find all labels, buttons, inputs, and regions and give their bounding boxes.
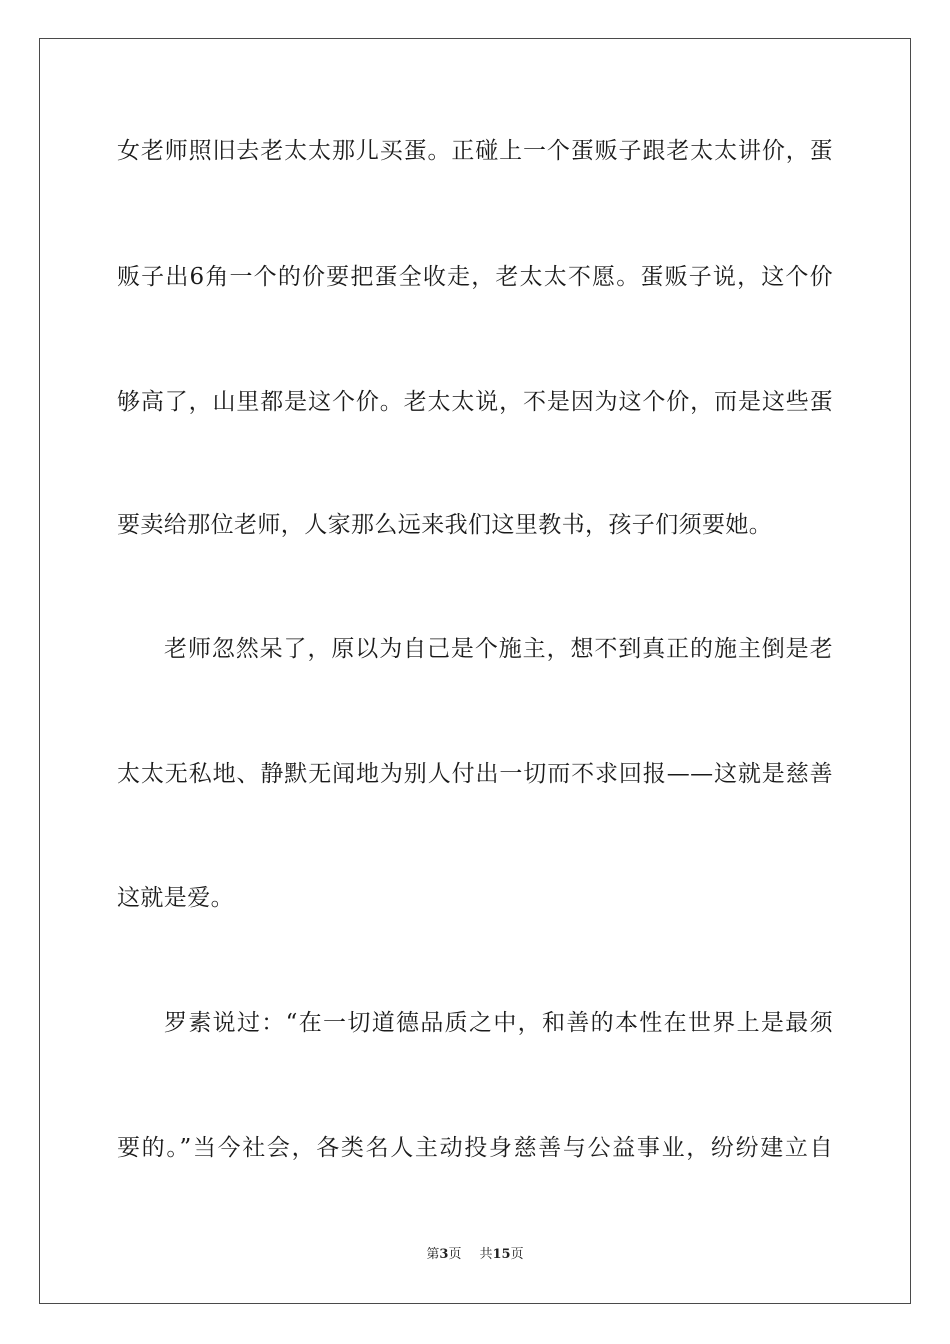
footer-page-prefix: 第 xyxy=(426,1247,440,1262)
footer-total-number: 15 xyxy=(492,1247,511,1262)
text-line: 够高了，山里都是这个价。老太太说，不是因为这个价，而是这些蛋 xyxy=(117,389,833,415)
text-line: 要的。”当今社会，各类名人主动投身慈善与公益事业，纷纷建立自 xyxy=(117,1135,833,1161)
footer-total-suffix: 页 xyxy=(510,1247,524,1262)
page-footer xyxy=(0,1247,950,1263)
text-line: 老师忽然呆了，原以为自己是个施主，想不到真正的施主倒是老 xyxy=(164,636,833,662)
text-line: 太太无私地、静默无闻地为别人付出一切而不求回报——这就是慈善 xyxy=(117,761,833,787)
text-line: 女老师照旧去老太太那儿买蛋。正碰上一个蛋贩子跟老太太讲价，蛋 xyxy=(117,138,833,164)
footer-total-prefix: 共 xyxy=(479,1247,493,1262)
text-line: 这就是爱。 xyxy=(117,885,234,911)
footer-page-suffix: 页 xyxy=(448,1247,462,1262)
text-line: 要卖给那位老师，人家那么远来我们这里教书，孩子们须要她。 xyxy=(117,512,773,538)
page-border xyxy=(39,38,911,1304)
footer-page-number: 3 xyxy=(439,1247,449,1262)
text-line: 贩子出6角一个的价要把蛋全收走，老太太不愿。蛋贩子说，这个价 xyxy=(117,264,833,290)
text-line: 罗素说过：“在一切道德品质之中，和善的本性在世界上是最须 xyxy=(164,1010,833,1036)
